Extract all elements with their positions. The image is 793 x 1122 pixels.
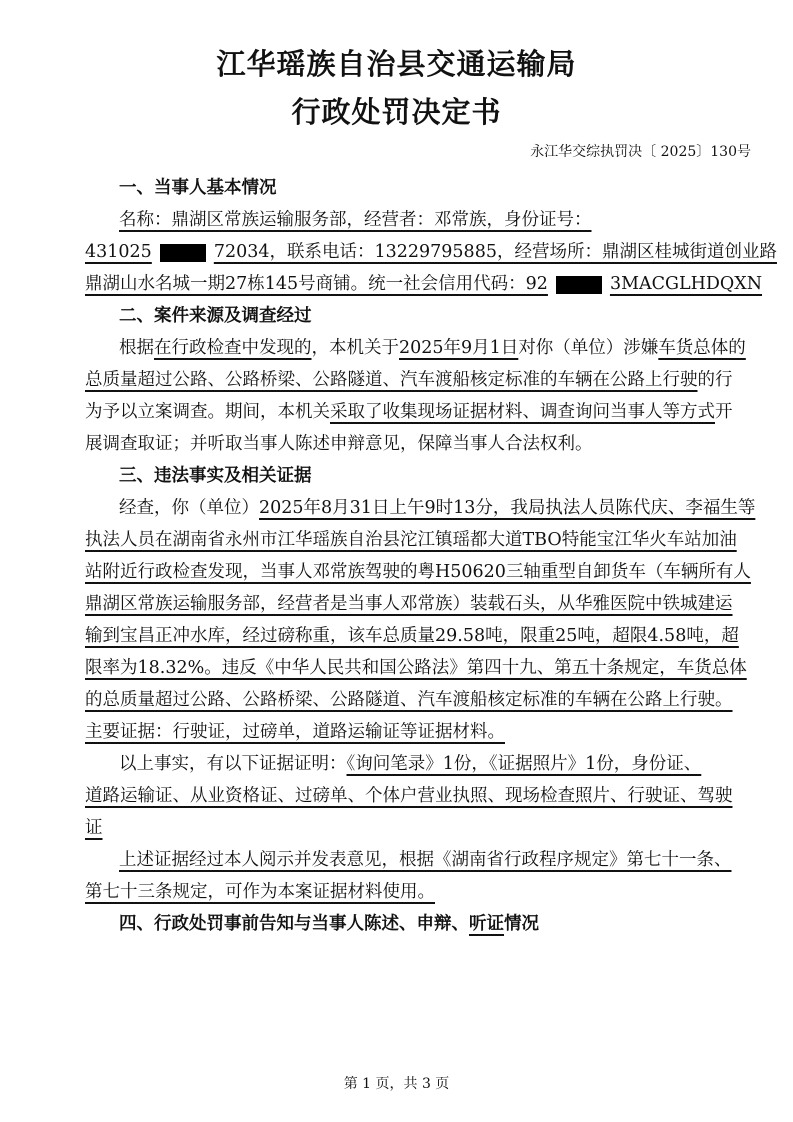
underlined-text: 在行政检查中发现的 [154,338,312,358]
underlined-text: 鼎湖山水名城一期27栋145号商铺。统一社会信用代码：92 [85,274,548,294]
text-line [85,716,765,748]
underlined-text: 2025年8月31日上午9时13分，我局执法人员陈代庆、李福生等 [259,498,756,518]
underlined-text: 证 [85,818,103,838]
section-heading [85,908,765,940]
text-line [85,876,765,908]
text-segment: 一、当事人基本情况 [119,178,277,198]
underlined-text: 站附近行政检查发现，当事人邓常族驾驶的粤H50620三轴重型自卸货车（车辆所有人 [85,562,751,582]
document-title-agency: 江华瑶族自治县交通运输局 [216,47,577,81]
page-footer: 第 1 页，共 3 页 [343,1076,450,1092]
text-segment: 情况 [504,914,539,934]
text-segment: 四、行政处罚事前告知与当事人陈述、申辩、 [119,914,469,934]
text-line [85,844,765,876]
text-line [85,204,765,236]
text-segment: 以上事实，有以下证据证明： [119,754,347,774]
underlined-text: 《询问笔录》1份，《证据照片》1份，身份证、 [346,754,702,774]
text-line [85,236,777,268]
text-line [85,620,765,652]
underlined-text: 2025年9月1日 [399,338,519,358]
underlined-text: 72034，联系电话：13229795885，经营场所：鼎湖区桂城街道创业路 [213,242,777,262]
text-segment: 的行 [697,370,733,390]
underlined-text: 车货总体的 [658,338,746,358]
underlined-text: 鼎湖区常族运输服务部，经营者是当事人邓常族）装载石头，从华雅医院中铁城建运 [85,594,733,614]
section-heading [85,460,765,492]
text-line [85,780,765,812]
underlined-text: 听证 [469,914,504,934]
document-body [85,172,777,940]
underlined-text: 道路运输证、从业资格证、过磅单、个体户营业执照、现场检查照片、行驶证、驾驶 [85,786,733,806]
underlined-text: 名称：鼎湖区常族运输服务部，经营者：邓常族，身份证号： [119,210,592,230]
text-line [85,364,765,396]
text-segment: 经查，你（单位） [119,498,259,518]
redaction-box [160,244,206,262]
underlined-text: 限率为18.32%。违反《中华人民共和国公路法》第四十九、第五十条规定，车货总体 [85,658,747,678]
underlined-text: 第七十三条规定，可作为本案证据材料使用。 [85,882,435,902]
text-line [85,492,765,524]
text-segment: 开 [715,402,733,422]
redaction-box [556,276,602,294]
underlined-text: 总质量超过公路、公路桥梁、公路隧道、汽车渡船核定标准的车辆在公路上行驶 [85,370,698,390]
text-segment: 为予以立案调查。期间，本机关 [85,402,330,422]
text-line [85,684,765,716]
text-line [85,428,765,460]
text-line [85,652,765,684]
underlined-text: 采取了收集现场证据材料、调查询问当事人等方式 [330,402,715,422]
text-segment: 三、违法事实及相关证据 [119,466,312,486]
section-heading [85,172,765,204]
underlined-text: 主要证据：行驶证，过磅单，道路运输证等证据材料。 [85,722,505,742]
text-line [85,332,765,364]
text-line [85,748,765,780]
document-title-type: 行政处罚决定书 [291,95,502,129]
underlined-text: 执法人员在湖南省永州市江华瑶族自治县沱江镇瑶都大道TBO特能宝江华火车站加油 [85,530,737,550]
underlined-text: 3MACGLHDQXN [609,274,763,294]
text-segment: ，本机关于 [311,338,399,358]
underlined-text: 上述证据经过本人阅示并发表意见，根据《湖南省行政程序规定》第七十一条、 [119,850,732,870]
text-segment: 对你（单位）涉嫌 [518,338,659,358]
underlined-text: 输到宝昌正冲水库，经过磅称重，该车总质量29.58吨，限重25吨，超限4.58吨，超 [85,626,739,646]
underlined-text: 431025 [85,242,152,262]
text-segment: 二、案件来源及调查经过 [119,306,312,326]
text-segment: 根据 [119,338,154,358]
text-line [85,524,765,556]
text-line [85,812,765,844]
text-line [85,556,765,588]
text-line [85,268,765,300]
section-heading [85,300,765,332]
underlined-text: 的总质量超过公路、公路桥梁、公路隧道、汽车渡船核定标准的车辆在公路上行驶。 [85,690,733,710]
text-segment: 展调查取证；并听取当事人陈述申辩意见，保障当事人合法权利。 [85,434,593,454]
text-line [85,588,765,620]
document-number: 永江华交综执罚决〔 2025〕130号 [530,144,751,160]
text-line [85,396,765,428]
